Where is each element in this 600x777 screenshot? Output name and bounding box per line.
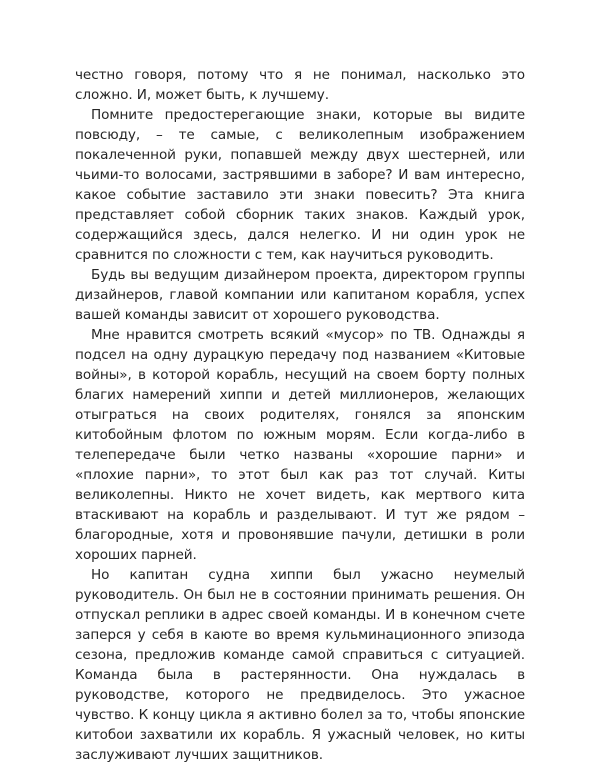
paragraph-leadership: Будь вы ведущим дизайнером проекта, директором группы дизайнеров, главой компании или капитаном корабля, успех вашей команды зависит от хорошего руководства. xyxy=(75,267,525,323)
book-page xyxy=(75,65,525,765)
paragraph-captain: Но капитан судна хиппи был ужасно неумелый руководитель. Он был не в состоянии принимать решения. Он отпускал реплики в адрес своей команды. И в конечном счете заперся у себя в каюте во время кульминационного эпизода сезона, предложив команде самой справиться с ситуацией. Команда была в растерянности. Она нуждалась в руководстве, которого не предвиделось. Это ужасное чувство. К концу цикла я активно болел за то, чтобы японские китобои захватили их корабль. Я ужасный человек, но киты заслуживают лучших защитников. xyxy=(75,567,525,763)
paragraph-warning-signs: Помните предостерегающие знаки, которые вы видите повсюду, – те самые, с великолепным изображением покалеченной руки, попавшей между двух шестерней, или чьими-то волосами, застрявшими в заборе? И вам интересно, какое событие заставило эти знаки повесить? Эта книга представляет собой сборник таких знаков. Каждый урок, содержащийся здесь, дался нелегко. И ни один урок не сравнится по сложности с тем, как научиться руководить. xyxy=(75,107,525,263)
paragraph-continuation: честно говоря, потому что я не понимал, насколько это сложно. И, может быть, к лучшему. xyxy=(75,67,525,103)
paragraph-whale-wars: Мне нравится смотреть всякий «мусор» по ТВ. Однажды я подсел на одну дурацкую передачу под названием «Китовые войны», в которой корабль, несущий на своем борту полных благих намерений хиппи и детей миллионеров, желающих отыграться на своих родителях, гонялся за японским китобойным флотом по южным морям. Если когда-либо в телепередаче были четко названы «хорошие парни» и «плохие парни», то этот был как раз тот случай. Киты великолепны. Никто не хочет видеть, как мертвого кита втаскивают на корабль и разделывают. И тут же рядом – благородные, хотя и провонявшие пачули, детишки в роли хороших парней. xyxy=(75,327,525,563)
